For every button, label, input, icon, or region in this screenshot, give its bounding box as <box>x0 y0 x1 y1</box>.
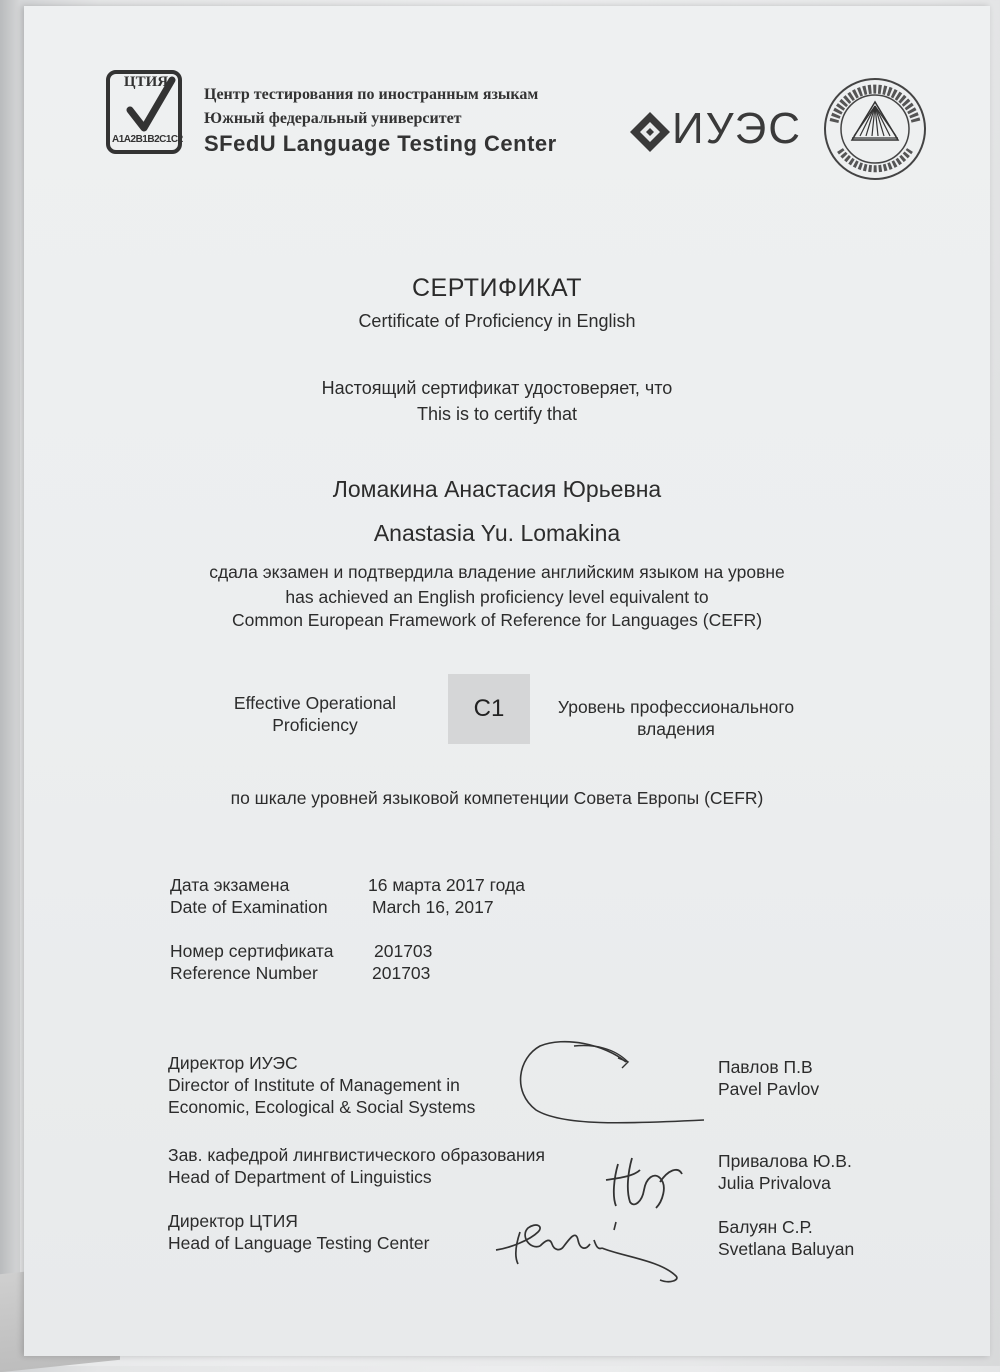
certificate-page <box>24 6 990 1356</box>
signature-3 <box>490 1210 690 1290</box>
holder-name-en: Anastasia Yu. Lomakina <box>373 520 621 546</box>
exam-date-label-en: Date of Examination <box>170 897 328 917</box>
iues-diamond-logo-icon <box>628 110 672 154</box>
signatory-1-title-ru: Директор ИУЭС <box>168 1053 298 1073</box>
level-description-en-line1: Effective Operational <box>233 693 397 713</box>
level-description-ru-line2: владения <box>637 719 715 739</box>
signatory-1-title-en-line1: Director of Institute of Management in <box>168 1075 460 1095</box>
checkmark-icon <box>110 74 186 158</box>
ctiya-logo <box>106 70 182 154</box>
underlying-sheet-edge <box>0 0 20 1366</box>
ctiya-logo-title: ЦТИЯ <box>123 74 169 90</box>
signature-2 <box>598 1142 698 1216</box>
holder-name-ru: Ломакина Анастасия Юрьевна <box>332 476 662 502</box>
reference-label-ru: Номер сертификата <box>170 941 334 961</box>
cefr-scale-text: по шкале уровней языковой компетенции Совета Европы (CEFR) <box>230 788 764 808</box>
signature-1 <box>514 1032 714 1128</box>
signatory-1-name-en: Pavel Pavlov <box>718 1079 820 1099</box>
level-description-ru <box>538 696 814 740</box>
center-name-en: SFedU Language Testing Center <box>204 131 557 156</box>
signatory-3-name-ru: Балуян С.Р. <box>718 1217 813 1237</box>
level-code: C1 <box>473 695 505 722</box>
exam-date-value-ru: 16 марта 2017 года <box>368 875 525 895</box>
certificate-title: СЕРТИФИКАТ <box>411 274 583 302</box>
achievement-cefr-text: Common European Framework of Reference for Languages (CEFR) <box>231 610 763 630</box>
signatory-3-title-en: Head of Language Testing Center <box>168 1233 430 1253</box>
signatory-1-name-ru: Павлов П.В <box>718 1057 813 1077</box>
level-code-box <box>448 674 530 744</box>
reference-value-en: 201703 <box>372 963 431 983</box>
reference-label-en: Reference Number <box>170 963 318 983</box>
certify-text-en: This is to certify that <box>416 404 578 424</box>
signatory-2-name-en: Julia Privalova <box>718 1173 831 1193</box>
university-name-ru: Южный федеральный университет <box>204 110 462 127</box>
achievement-text-en: has achieved an English proficiency level equivalent to <box>285 587 709 607</box>
ctiya-logo-levels: A1A2B1B2C1C2 <box>112 134 183 145</box>
exam-date-value-en: March 16, 2017 <box>372 897 494 917</box>
achievement-text-ru: сдала экзамен и подтвердила владение английским языком на уровне <box>209 562 785 582</box>
level-description-ru-line1: Уровень профессионального <box>557 697 795 717</box>
signatory-2-name-ru: Привалова Ю.В. <box>718 1151 852 1171</box>
university-seal-icon <box>822 76 928 182</box>
certificate-subtitle: Certificate of Proficiency in English <box>358 311 636 331</box>
exam-date-label-ru: Дата экзамена <box>170 875 290 895</box>
level-description-en <box>220 692 410 736</box>
certify-text-ru: Настоящий сертификат удостоверяет, что <box>321 378 673 398</box>
signatory-2-title-en: Head of Department of Linguistics <box>168 1167 432 1187</box>
center-name-ru: Центр тестирования по иностранным языкам <box>204 86 539 103</box>
signatory-3-name-en: Svetlana Baluyan <box>718 1239 855 1259</box>
reference-value-ru: 201703 <box>374 941 433 961</box>
signatory-2-title-ru: Зав. кафедрой лингвистического образования <box>168 1145 545 1165</box>
level-description-en-line2: Proficiency <box>272 715 358 735</box>
signatory-1-title-en-line2: Economic, Ecological & Social Systems <box>168 1097 476 1117</box>
iues-abbreviation: ИУЭС <box>672 104 803 153</box>
signatory-3-title-ru: Директор ЦТИЯ <box>168 1211 298 1231</box>
